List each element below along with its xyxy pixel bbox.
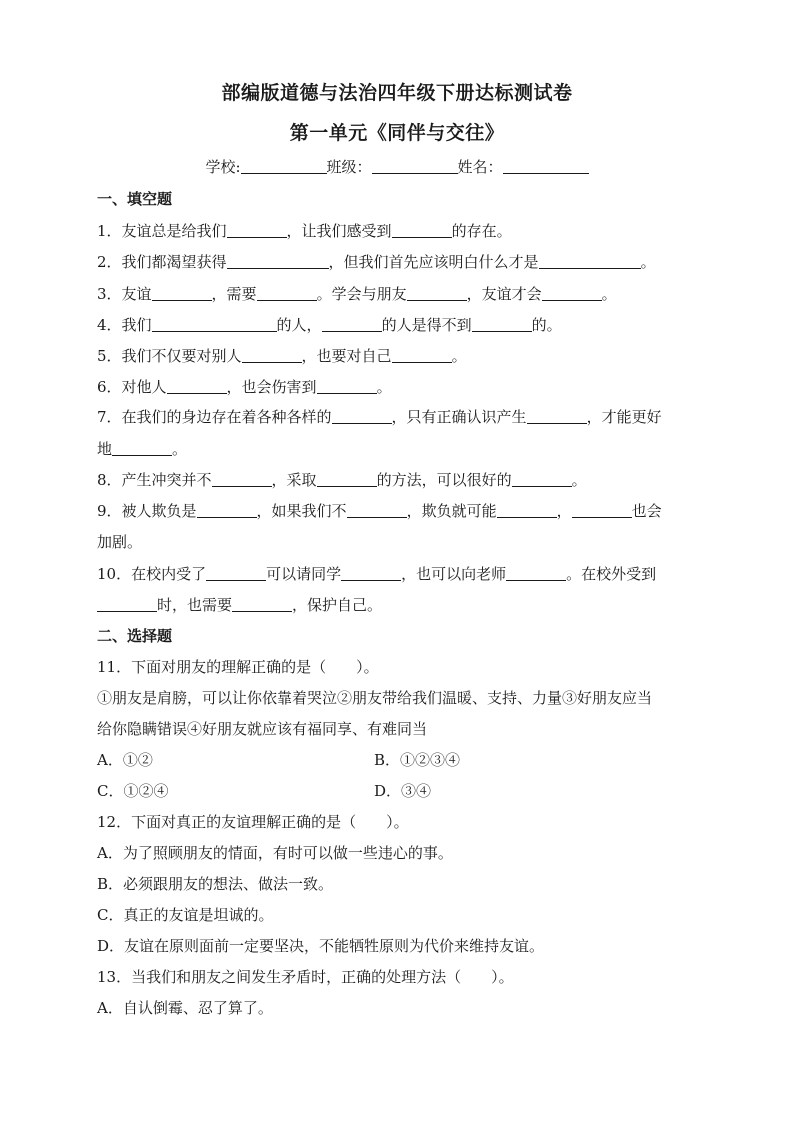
q8-text-b: ，采取 bbox=[271, 471, 317, 489]
question-4 bbox=[97, 314, 562, 335]
option-12-a[interactable]: A．为了照顾朋友的情面，有时可以做一些违心的事。 bbox=[97, 844, 453, 862]
option-11-d[interactable]: D．③④ bbox=[374, 782, 432, 800]
option-12-c[interactable]: C．真正的友谊是坦诚的。 bbox=[97, 906, 274, 924]
answer-blank[interactable] bbox=[497, 503, 557, 518]
school-label: 学校: bbox=[205, 158, 241, 176]
answer-blank[interactable] bbox=[317, 472, 377, 487]
q3-text-e: 。 bbox=[601, 285, 617, 303]
q7-text-c: ，才能更好 bbox=[586, 408, 662, 426]
question-9-cont bbox=[97, 531, 142, 552]
q10-text-a: 10．在校内受了 bbox=[97, 565, 207, 583]
q9-text-b: ，如果我们不 bbox=[256, 502, 347, 520]
answer-blank[interactable] bbox=[317, 379, 377, 394]
q10-text-d: 。在校外受到 bbox=[566, 565, 657, 583]
option-12-d[interactable]: D．友谊在原则面前一定要坚决，不能牺牲原则为代价来维持友谊。 bbox=[97, 937, 545, 955]
answer-blank[interactable] bbox=[542, 286, 602, 301]
q4-text-c: 的人是得不到 bbox=[381, 316, 472, 334]
question-13-stem: 13．当我们和朋友之间发生矛盾时，正确的处理方法（ ）。 bbox=[97, 968, 514, 986]
option-12-b[interactable]: B．必须跟朋友的想法、做法一致。 bbox=[97, 875, 334, 893]
question-7-cont bbox=[97, 438, 187, 459]
answer-blank[interactable] bbox=[152, 286, 212, 301]
q1-text-b: ，让我们感受到 bbox=[286, 222, 392, 240]
q2-text-a: 2．我们都渴望获得 bbox=[97, 253, 227, 271]
q4-text-a: 4．我们 bbox=[97, 316, 152, 334]
q2-text-c: 。 bbox=[640, 253, 656, 271]
answer-blank[interactable] bbox=[322, 317, 382, 332]
answer-blank[interactable] bbox=[472, 317, 532, 332]
question-11-statements-2: 给你隐瞒错误④好朋友就应该有福同享、有难同当 bbox=[97, 720, 428, 738]
q5-text-c: 。 bbox=[451, 347, 467, 365]
answer-blank[interactable] bbox=[527, 409, 587, 424]
question-8 bbox=[97, 469, 587, 490]
q10-text-e: 时，也需要 bbox=[157, 596, 233, 614]
question-11-stem: 11．下面对朋友的理解正确的是（ ）。 bbox=[97, 658, 379, 676]
answer-blank[interactable] bbox=[347, 503, 407, 518]
question-9 bbox=[97, 500, 662, 521]
q9-text-e: 也会 bbox=[631, 502, 662, 520]
answer-blank[interactable] bbox=[572, 503, 632, 518]
answer-blank[interactable] bbox=[539, 254, 641, 269]
question-11-statements-1: ①朋友是肩膀，可以让你依靠着哭泣②朋友带给我们温暖、支持、力量③好朋友应当 bbox=[97, 689, 653, 707]
q6-text-c: 。 bbox=[376, 378, 392, 396]
q4-text-d: 的。 bbox=[531, 316, 562, 334]
answer-blank[interactable] bbox=[392, 223, 452, 238]
q6-text-a: 6．对他人 bbox=[97, 378, 167, 396]
q7-text-d: 地 bbox=[97, 440, 113, 458]
answer-blank[interactable] bbox=[392, 348, 452, 363]
option-11-a[interactable]: A．①② bbox=[97, 751, 153, 769]
exam-title: 部编版道德与法治四年级下册达标测试卷 bbox=[221, 82, 573, 104]
answer-blank[interactable] bbox=[152, 317, 277, 332]
school-blank[interactable] bbox=[241, 159, 327, 174]
q7-text-a: 7．在我们的身边存在着各种各样的 bbox=[97, 408, 332, 426]
question-1 bbox=[97, 220, 512, 241]
question-5 bbox=[97, 345, 467, 366]
q5-text-a: 5．我们不仅要对别人 bbox=[97, 347, 242, 365]
q7-text-e: 。 bbox=[172, 440, 188, 458]
q9-text-c: ，欺负就可能 bbox=[406, 502, 497, 520]
answer-blank[interactable] bbox=[257, 286, 317, 301]
section-fill-in: 一、填空题 bbox=[97, 190, 173, 208]
answer-blank[interactable] bbox=[332, 409, 392, 424]
q1-text-c: 的存在。 bbox=[451, 222, 512, 240]
answer-blank[interactable] bbox=[227, 254, 329, 269]
q10-text-c: ，也可以向老师 bbox=[401, 565, 507, 583]
answer-blank[interactable] bbox=[512, 472, 572, 487]
answer-blank[interactable] bbox=[206, 566, 266, 581]
q8-text-c: 的方法，可以很好的 bbox=[376, 471, 512, 489]
q4-text-b: 的人， bbox=[276, 316, 322, 334]
answer-blank[interactable] bbox=[242, 348, 302, 363]
q10-text-b: 可以请同学 bbox=[266, 565, 342, 583]
q9-text-f: 加剧。 bbox=[97, 533, 143, 551]
q8-text-d: 。 bbox=[571, 471, 587, 489]
answer-blank[interactable] bbox=[167, 379, 227, 394]
q3-text-b: ，需要 bbox=[211, 285, 257, 303]
q1-text-a: 1．友谊总是给我们 bbox=[97, 222, 227, 240]
q3-text-d: ，友谊才会 bbox=[466, 285, 542, 303]
class-blank[interactable] bbox=[372, 159, 458, 174]
q2-text-b: ，但我们首先应该明白什么才是 bbox=[328, 253, 539, 271]
q3-text-a: 3．友谊 bbox=[97, 285, 152, 303]
q10-text-f: ，保护自己。 bbox=[292, 596, 383, 614]
q3-text-c: 。学会与朋友 bbox=[316, 285, 407, 303]
question-10-cont bbox=[97, 594, 382, 615]
name-blank[interactable] bbox=[503, 159, 589, 174]
q8-text-a: 8．产生冲突并不 bbox=[97, 471, 212, 489]
question-2 bbox=[97, 251, 656, 272]
class-label: 班级： bbox=[326, 158, 372, 176]
answer-blank[interactable] bbox=[407, 286, 467, 301]
section-multiple-choice: 二、选择题 bbox=[97, 627, 173, 645]
option-11-b[interactable]: B．①②③④ bbox=[374, 751, 461, 769]
question-7 bbox=[97, 406, 662, 427]
q7-text-b: ，只有正确认识产生 bbox=[391, 408, 527, 426]
q9-text-a: 9．被人欺负是 bbox=[97, 502, 197, 520]
question-10 bbox=[97, 563, 656, 584]
answer-blank[interactable] bbox=[232, 597, 292, 612]
unit-subtitle: 第一单元《同伴与交往》 bbox=[289, 122, 505, 144]
answer-blank[interactable] bbox=[212, 472, 272, 487]
question-12-stem: 12．下面对真正的友谊理解正确的是（ ）。 bbox=[97, 813, 409, 831]
answer-blank[interactable] bbox=[197, 503, 257, 518]
answer-blank[interactable] bbox=[112, 441, 172, 456]
q5-text-b: ，也要对自己 bbox=[301, 347, 392, 365]
question-3 bbox=[97, 283, 617, 304]
question-6 bbox=[97, 376, 392, 397]
answer-blank[interactable] bbox=[97, 597, 157, 612]
q9-text-d: ， bbox=[556, 502, 572, 520]
student-info-line bbox=[97, 156, 697, 177]
q6-text-b: ，也会伤害到 bbox=[226, 378, 317, 396]
answer-blank[interactable] bbox=[227, 223, 287, 238]
option-11-c[interactable]: C．①②④ bbox=[97, 782, 169, 800]
option-13-a[interactable]: A．自认倒霉、忍了算了。 bbox=[97, 999, 273, 1017]
answer-blank[interactable] bbox=[506, 566, 566, 581]
name-label: 姓名： bbox=[457, 158, 503, 176]
answer-blank[interactable] bbox=[341, 566, 401, 581]
